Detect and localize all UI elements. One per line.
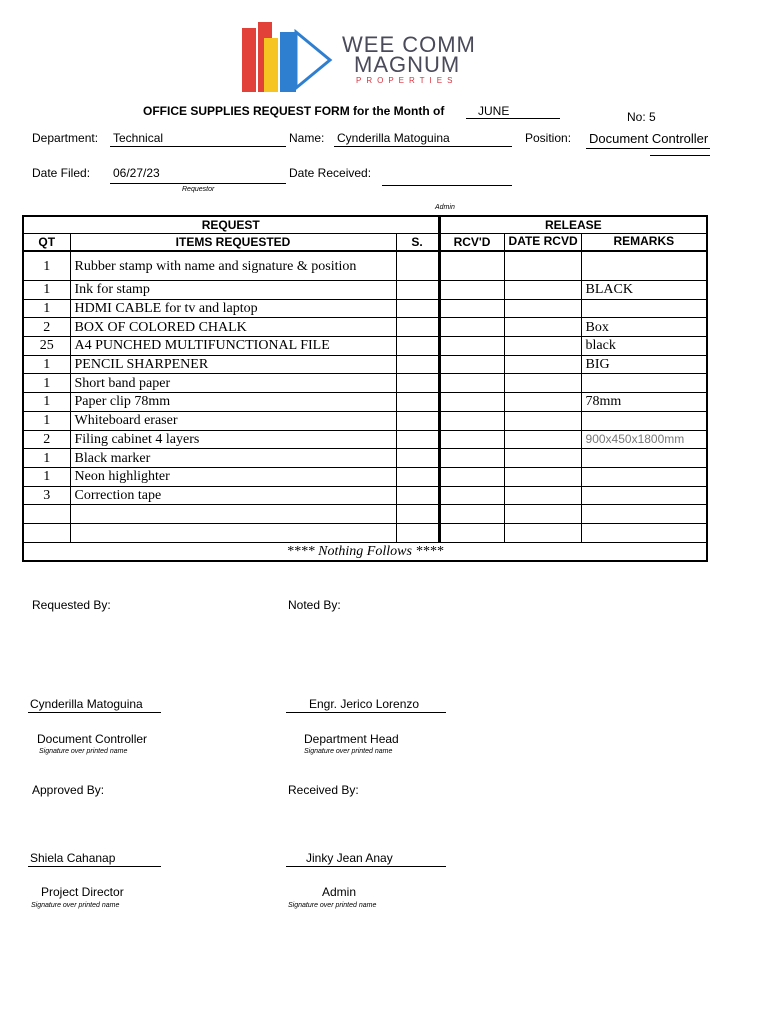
row-remarks: BIG — [581, 355, 707, 374]
row-remarks — [581, 486, 707, 505]
row-rcvd — [439, 299, 504, 318]
table-row — [23, 467, 707, 486]
month-value: JUNE — [478, 104, 510, 118]
position-field[interactable]: Document Controller — [589, 131, 709, 146]
name-label: Name: — [289, 131, 325, 145]
row-s — [396, 430, 439, 449]
row-remarks — [581, 251, 707, 281]
row-item: Short band paper — [70, 374, 396, 393]
row-qty: 2 — [23, 430, 70, 449]
row-rcvd — [439, 374, 504, 393]
received-title: Admin — [322, 885, 357, 899]
release-header: RELEASE — [439, 216, 707, 234]
approved-title: Project Director — [41, 885, 124, 899]
table-row — [23, 318, 707, 337]
row-remarks: Box — [581, 318, 707, 337]
received-name: Jinky Jean Anay — [306, 851, 393, 865]
row-qty: 3 — [23, 486, 70, 505]
table-row — [23, 299, 707, 318]
brand-line-2: MAGNUM — [354, 52, 461, 77]
col-items-header: ITEMS REQUESTED — [70, 234, 396, 252]
row-item: BOX OF COLORED CHALK — [70, 318, 396, 337]
nothing-follows: **** Nothing Follows **** — [23, 542, 707, 561]
name-field[interactable]: Cynderilla Matoguina — [337, 131, 450, 145]
row-remarks: BLACK — [581, 281, 707, 300]
logo-bars-icon — [240, 18, 335, 96]
row-date-rcvd — [504, 393, 581, 412]
row-s — [396, 318, 439, 337]
position-label: Position: — [525, 131, 572, 145]
col-rcvd-header: RCV'D — [439, 234, 504, 252]
row-qty: 1 — [23, 299, 70, 318]
col-qt-header: QT — [23, 234, 70, 252]
row-remarks — [581, 299, 707, 318]
table-row — [23, 430, 707, 449]
row-qty: 1 — [23, 467, 70, 486]
date-filed-field[interactable]: 06/27/23 — [113, 166, 160, 180]
row-qty: 1 — [23, 411, 70, 430]
row-qty: 1 — [23, 355, 70, 374]
row-date-rcvd — [504, 374, 581, 393]
requested-caption: Signature over printed name — [39, 748, 128, 755]
table-row — [23, 449, 707, 468]
brand-line-3: PROPERTIES — [356, 76, 458, 85]
col-date-rcvd-header: DATE RCVD — [504, 234, 581, 252]
requested-by-label: Requested By: — [32, 598, 111, 612]
row-date-rcvd — [504, 486, 581, 505]
request-header: REQUEST — [23, 216, 439, 234]
col-s-header: S. — [396, 234, 439, 252]
row-rcvd — [439, 486, 504, 505]
noted-by-label: Noted By: — [288, 598, 341, 612]
row-rcvd — [439, 337, 504, 356]
row-s — [396, 299, 439, 318]
row-date-rcvd — [504, 337, 581, 356]
row-remarks: 900x450x1800mm — [581, 430, 707, 449]
table-row — [23, 411, 707, 430]
row-remarks — [581, 411, 707, 430]
row-remarks: 78mm — [581, 393, 707, 412]
col-remarks-header: REMARKS — [581, 234, 707, 252]
row-date-rcvd — [504, 318, 581, 337]
row-s — [396, 449, 439, 468]
row-date-rcvd — [504, 411, 581, 430]
row-s — [396, 281, 439, 300]
row-rcvd — [439, 430, 504, 449]
row-s — [396, 355, 439, 374]
department-label: Department: — [32, 131, 99, 145]
table-row — [23, 281, 707, 300]
row-date-rcvd — [504, 355, 581, 374]
row-s — [396, 467, 439, 486]
noted-caption: Signature over printed name — [304, 748, 393, 755]
row-item: Neon highlighter — [70, 467, 396, 486]
row-rcvd — [439, 281, 504, 300]
row-rcvd — [439, 393, 504, 412]
row-qty: 2 — [23, 318, 70, 337]
row-item: PENCIL SHARPENER — [70, 355, 396, 374]
row-qty: 1 — [23, 374, 70, 393]
row-rcvd — [439, 449, 504, 468]
row-date-rcvd — [504, 299, 581, 318]
row-item: HDMI CABLE for tv and laptop — [70, 299, 396, 318]
approved-by-label: Approved By: — [32, 783, 105, 797]
row-qty: 1 — [23, 281, 70, 300]
row-s — [396, 486, 439, 505]
row-date-rcvd — [504, 251, 581, 281]
row-date-rcvd — [504, 281, 581, 300]
date-received-label: Date Received: — [289, 166, 372, 180]
approved-caption: Signature over printed name — [31, 902, 120, 909]
row-s — [396, 411, 439, 430]
department-field[interactable]: Technical — [113, 131, 164, 145]
received-caption: Signature over printed name — [288, 902, 377, 909]
row-qty: 1 — [23, 251, 70, 281]
row-rcvd — [439, 251, 504, 281]
date-filed-label: Date Filed: — [32, 166, 91, 180]
row-item: Whiteboard eraser — [70, 411, 396, 430]
row-s — [396, 251, 439, 281]
row-qty: 1 — [23, 449, 70, 468]
brand-line-1: WEE COMM — [342, 32, 476, 57]
row-date-rcvd — [504, 449, 581, 468]
row-item: Paper clip 78mm — [70, 393, 396, 412]
row-rcvd — [439, 318, 504, 337]
row-remarks — [581, 449, 707, 468]
approved-name: Shiela Cahanap — [30, 851, 116, 865]
row-remarks — [581, 467, 707, 486]
noted-name: Engr. Jerico Lorenzo — [309, 697, 420, 711]
row-s — [396, 374, 439, 393]
supplies-table — [22, 215, 708, 562]
table-row — [23, 337, 707, 356]
row-item: Filing cabinet 4 layers — [70, 430, 396, 449]
table-row — [23, 486, 707, 505]
row-qty: 25 — [23, 337, 70, 356]
row-date-rcvd — [504, 430, 581, 449]
noted-title: Department Head — [304, 732, 399, 746]
row-item: Black marker — [70, 449, 396, 468]
row-rcvd — [439, 411, 504, 430]
received-by-label: Received By: — [288, 783, 359, 797]
row-qty: 1 — [23, 393, 70, 412]
table-row — [23, 251, 707, 281]
row-s — [396, 393, 439, 412]
requestor-caption: Requestor — [182, 186, 215, 193]
requested-name: Cynderilla Matoguina — [30, 697, 143, 711]
row-rcvd — [439, 355, 504, 374]
table-row — [23, 374, 707, 393]
company-logo — [240, 18, 500, 96]
form-title: OFFICE SUPPLIES REQUEST FORM for the Month of — [143, 104, 445, 118]
form-number: No: 5 — [627, 110, 656, 124]
row-remarks: black — [581, 337, 707, 356]
row-date-rcvd — [504, 467, 581, 486]
row-s — [396, 337, 439, 356]
row-remarks — [581, 374, 707, 393]
requested-title: Document Controller — [37, 732, 148, 746]
row-rcvd — [439, 467, 504, 486]
admin-caption: Admin — [435, 204, 455, 211]
row-item: A4 PUNCHED MULTIFUNCTIONAL FILE — [70, 337, 396, 356]
row-item: Correction tape — [70, 486, 396, 505]
table-row — [23, 393, 707, 412]
row-item: Ink for stamp — [70, 281, 396, 300]
row-item: Rubber stamp with name and signature & position — [70, 251, 396, 281]
table-row — [23, 355, 707, 374]
